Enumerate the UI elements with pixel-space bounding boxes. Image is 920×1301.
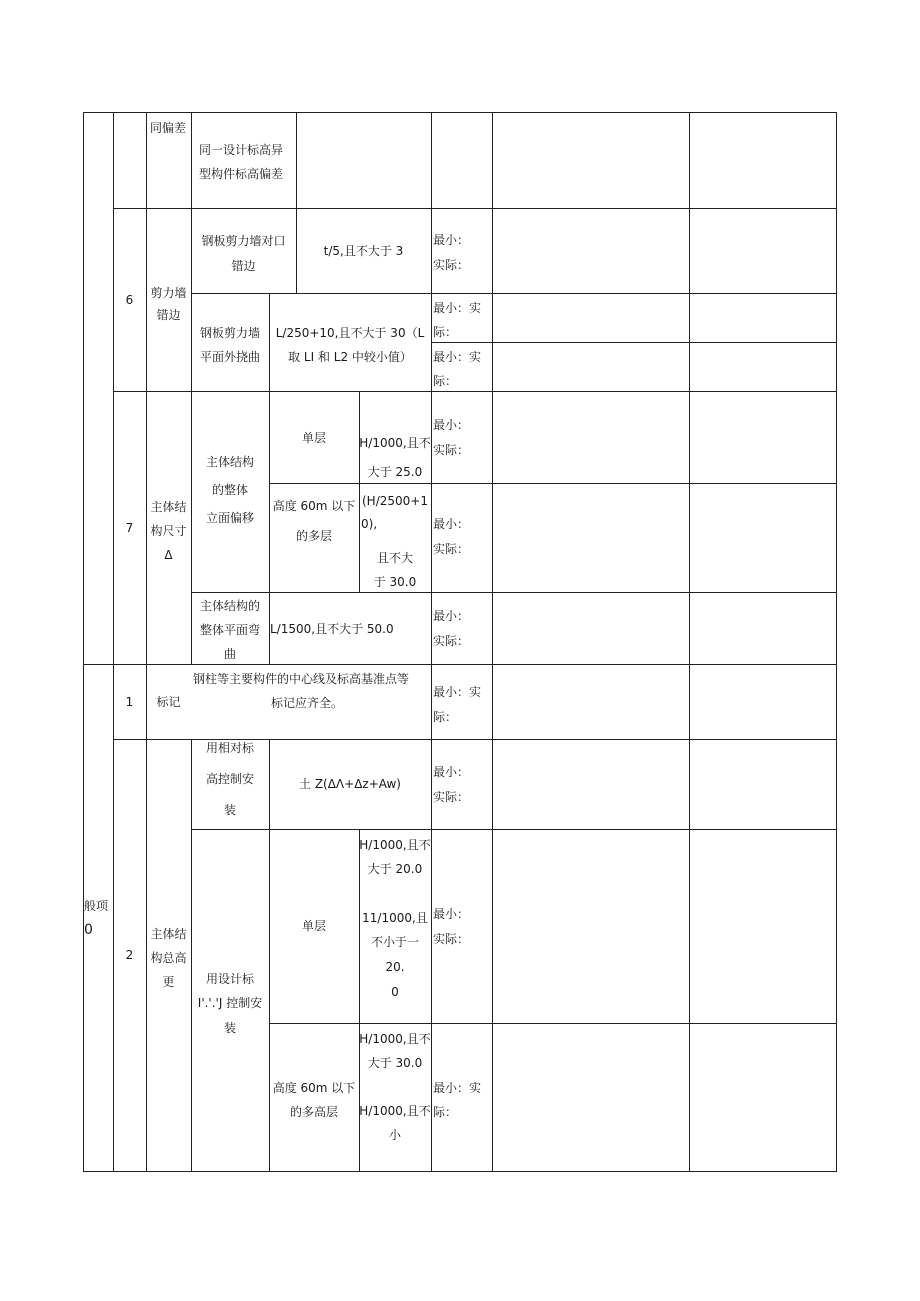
min-label: 最小： [433,907,470,921]
item-name: 错边 [156,308,181,322]
grid-line [113,112,114,1172]
actual-label: 实际： [433,443,470,457]
grid-line [269,483,837,484]
tolerance-value: (H/2500+1 [362,494,428,508]
tolerance-value: 取 LI 和 L2 中较小值） [288,350,412,364]
tolerance-value: 0), [361,517,378,531]
item-number: 1 [125,695,134,709]
section-label: 0 [84,922,93,938]
grid-line [83,1171,837,1172]
tolerance-value: 大于 25.0 [367,465,423,479]
measurement-label: 最小：实 [433,1081,482,1095]
sub-item-name: 用相对标 [205,741,254,755]
grid-line [83,112,837,113]
measurement-label: 际： [433,710,458,724]
tolerance-value: H/1000,且不 [359,436,431,450]
sub-item-name: I'.'.'J 控制安 [197,996,263,1010]
grid-line [83,112,84,1172]
min-label: 最小： [433,609,470,623]
item-description: 同一设计标高异 [199,143,284,157]
tolerance-value: L/1500,且不大于 50.0 [270,622,394,636]
tolerance-value: t/5,且不大于 3 [323,244,404,258]
grid-line [191,592,837,593]
actual-label: 实际： [433,932,470,946]
grid-line [492,112,493,1172]
item-name: 构总高 [150,951,187,965]
sub-item-name: 曲 [223,647,236,661]
tolerance-value: 于 30.0 [373,575,417,589]
tolerance-value: 不小于一 [370,935,419,949]
tolerance-value: 0 [391,985,399,999]
sub-item-name: 用设计标 [205,972,254,986]
min-label: 最小： [433,233,470,247]
condition-label: 高度 60m 以下 [272,1081,356,1095]
tolerance-value: H/1000,且不 [359,1104,431,1118]
tolerance-value: H/1000,且不 [359,838,431,852]
condition-label: 单层 [301,431,326,445]
tolerance-value: 大于 20.0 [367,862,423,876]
min-label: 最小： [433,765,470,779]
item-name: 主体结 [150,927,187,941]
tolerance-value: 大于 30.0 [367,1056,423,1070]
grid-line [431,112,432,1172]
sub-item-name: 立面偏移 [205,511,254,525]
item-description: 钢柱等主要构件的中心线及标高基准点等 [193,672,410,686]
measurement-label: 最小：实 [433,301,482,315]
tolerance-value: 且不大 [376,551,413,565]
condition-label: 单层 [301,919,326,933]
sub-item-name: 错边 [231,259,256,273]
item-number: 2 [125,948,134,962]
actual-label: 实际： [433,634,470,648]
item-name: 主体结 [150,500,187,514]
condition-label: 的多层 [295,529,332,543]
grid-line [113,208,837,209]
grid-line [269,1023,837,1024]
tolerance-value: 土 Z(ΔΛ+Δz+Aw) [299,777,401,791]
sub-item-name: 主体结构 [205,455,254,469]
measurement-label: 最小：实 [433,685,482,699]
item-name: Δ [164,548,173,562]
grid-line [191,112,192,665]
tolerance-value: 11/1000,且 [362,911,428,925]
min-label: 最小： [433,418,470,432]
sub-item-name: 装 [223,803,236,817]
sub-item-name: 的整体 [211,483,248,497]
deviation-label: 同偏差 [150,121,187,135]
grid-line [689,112,690,1172]
grid-line [836,112,837,1172]
actual-label: 实际： [433,542,470,556]
item-description: 型构件标高偏差 [199,167,284,181]
min-label: 最小： [433,517,470,531]
tolerance-value: 小 [388,1128,401,1142]
measurement-label: 际： [433,1105,458,1119]
actual-label: 实际： [433,258,470,272]
condition-label: 的多高层 [289,1105,338,1119]
item-number: 6 [125,293,134,307]
grid-line [146,112,147,1172]
condition-label: 高度 60m 以下 [272,499,356,513]
actual-label: 实际： [433,790,470,804]
grid-line [191,829,837,830]
sub-item-name: 高控制安 [205,772,254,786]
tolerance-value: L/250+10,且不大于 30（L [275,326,425,340]
measurement-label: 最小：实 [433,350,482,364]
tolerance-value: H/1000,且不 [359,1032,431,1046]
grid-line [191,293,837,294]
sub-item-name: 主体结构的 [199,599,260,613]
grid-line [113,391,837,392]
item-number: 7 [125,521,134,535]
tolerance-value: 20. [385,960,405,974]
sub-item-name: 装 [223,1021,236,1035]
sub-item-name: 钢板剪力墙对口 [201,234,286,248]
section-label: 般项 [84,899,109,913]
item-name: 剪力墙 [150,286,187,300]
measurement-label: 际： [433,374,458,388]
sub-item-name: 整体平面弯 [199,623,260,637]
sub-item-name: 平面外挠曲 [199,350,260,364]
item-name: 构尺寸 [150,524,187,538]
sub-item-name: 钢板剪力墙 [199,326,260,340]
item-description: 标记应齐全。 [271,696,344,710]
item-name: 标记 [156,695,181,709]
grid-line [296,112,297,294]
measurement-label: 际： [433,325,458,339]
item-name: 更 [162,975,175,989]
